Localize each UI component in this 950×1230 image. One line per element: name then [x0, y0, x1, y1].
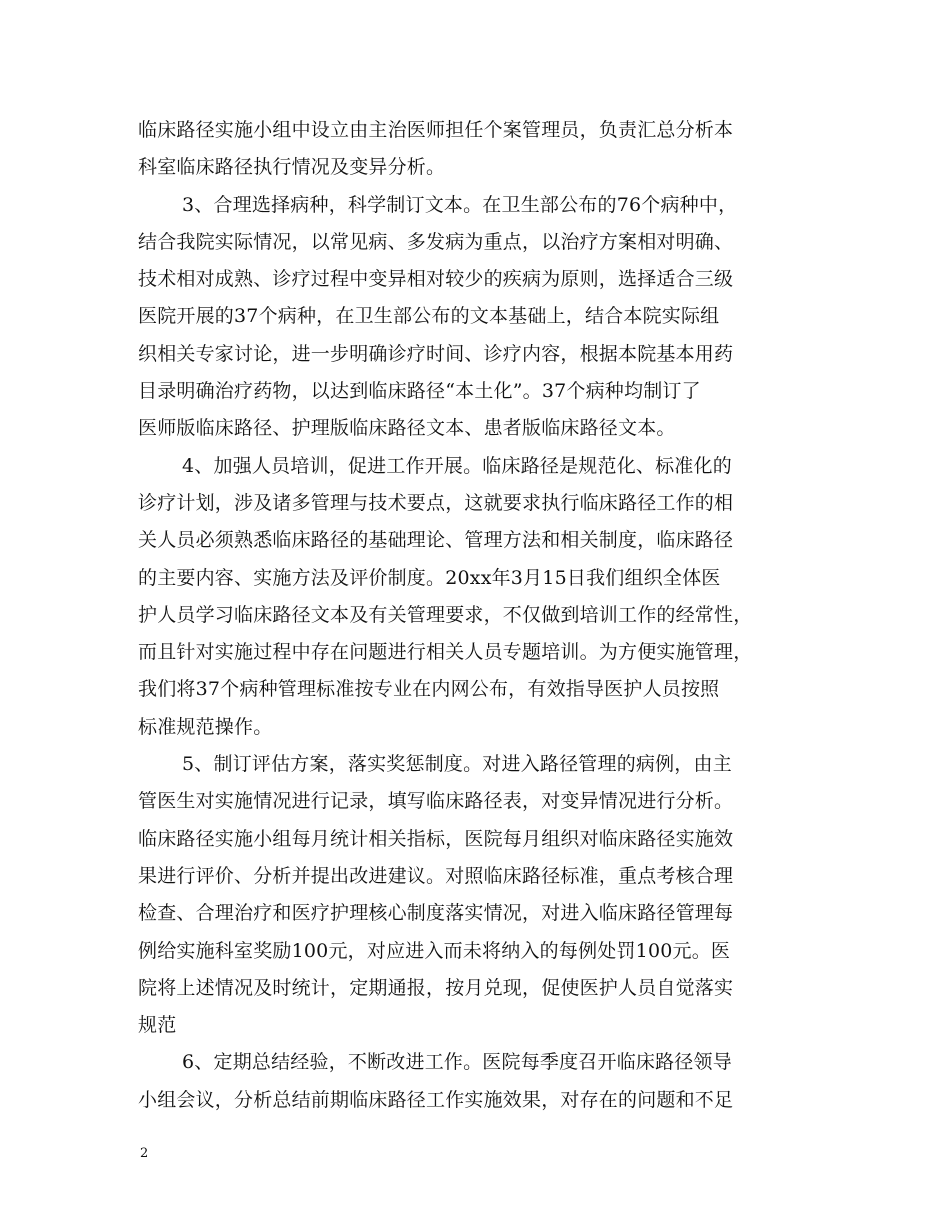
text-line: 目录明确治疗药物，以达到临床路径“本土化”。37个病种均制订了 [138, 380, 701, 403]
text-line: 织相关专家讨论，进一步明确诊疗时间、诊疗内容，根据本院基本用药 [138, 342, 734, 365]
text-line: 例给实施科室奖励100元，对应进入而未将纳入的每例处罚100元。医 [138, 939, 731, 962]
text-line: 诊疗计划，涉及诸多管理与技术要点，这就要求执行临床路径工作的相 [138, 491, 734, 514]
text-line: 的主要内容、实施方法及评价制度。20xx年3月15日我们组织全体医 [138, 566, 721, 589]
text-line: 果进行评价、分析并提出改进建议。对照临床路径标准，重点考核合理 [138, 864, 734, 887]
text-line: 6、定期总结经验，不断改进工作。医院每季度召开临床路径领导 [182, 1051, 732, 1074]
document-body [138, 112, 828, 1119]
text-line: 标准规范操作。 [138, 715, 273, 738]
text-line: 临床路径实施小组每月统计相关指标，医院每月组织对临床路径实施效 [138, 827, 734, 850]
text-line: 而且针对实施过程中存在问题进行相关人员专题培训。为方便实施管理， [138, 641, 753, 664]
text-line: 医师版临床路径、护理版临床路径文本、患者版临床路径文本。 [138, 417, 676, 440]
text-line: 院将上述情况及时统计，定期通报，按月兑现，促使医护人员自觉落实 [138, 976, 734, 999]
text-line: 4、加强人员培训，促进工作开展。临床路径是规范化、标准化的 [182, 454, 732, 477]
text-line: 护人员学习临床路径文本及有关管理要求，不仅做到培训工作的经常性， [138, 603, 753, 626]
page-number: 2 [140, 1146, 149, 1161]
text-line: 3、合理选择病种，科学制订文本。在卫生部公布的76个病种中， [182, 193, 738, 216]
text-line: 管医生对实施情况进行记录，填写临床路径表，对变异情况进行分析。 [138, 790, 734, 813]
text-line: 结合我院实际情况，以常见病、多发病为重点，以治疗方案相对明确、 [138, 230, 734, 253]
text-line: 技术相对成熟、诊疗过程中变异相对较少的疾病为原则，选择适合三级 [138, 268, 734, 291]
text-line: 我们将37个病种管理标准按专业在内网公布，有效指导医护人员按照 [138, 678, 720, 701]
text-line: 科室临床路径执行情况及变异分析。 [138, 156, 446, 179]
text-line: 临床路径实施小组中设立由主治医师担任个案管理员，负责汇总分析本 [138, 119, 734, 141]
text-line: 医院开展的37个病种，在卫生部公布的文本基础上，结合本院实际组 [138, 305, 720, 328]
text-line: 检查、合理治疗和医疗护理核心制度落实情况，对进入临床路径管理每 [138, 902, 734, 925]
text-line: 小组会议，分析总结前期临床路径工作实施效果，对存在的问题和不足 [138, 1088, 734, 1111]
text-line: 5、制订评估方案，落实奖惩制度。对进入路径管理的病例，由主 [182, 753, 732, 776]
text-line: 规范 [138, 1014, 177, 1037]
text-line: 关人员必须熟悉临床路径的基础理论、管理方法和相关制度，临床路径 [138, 529, 734, 552]
